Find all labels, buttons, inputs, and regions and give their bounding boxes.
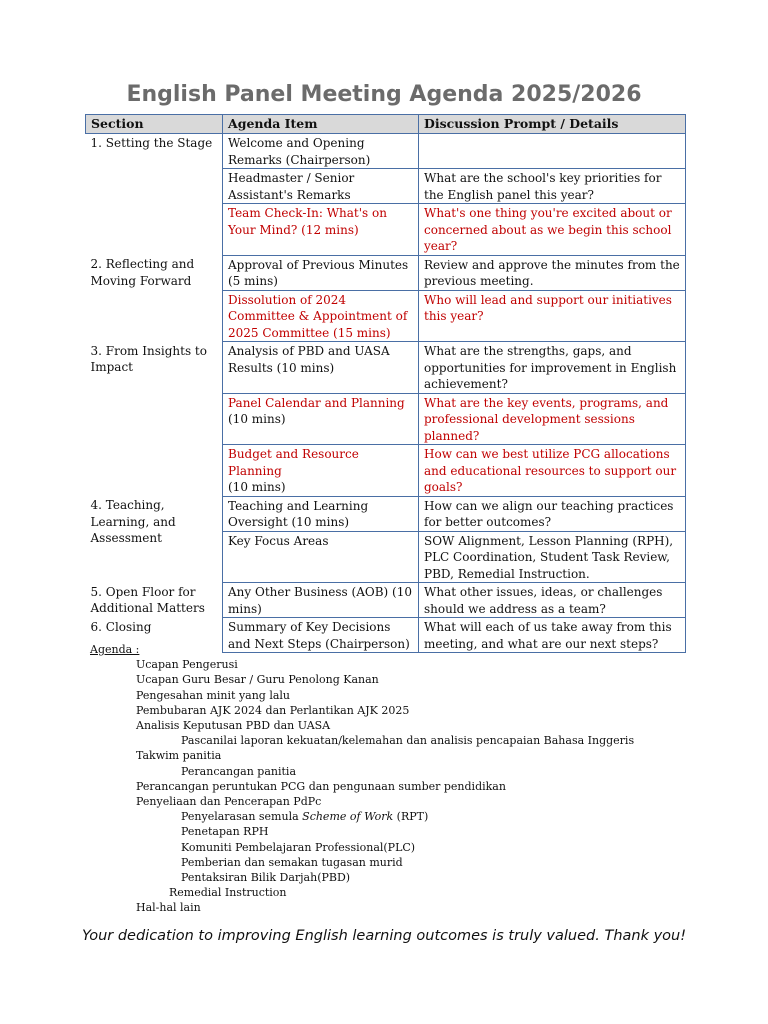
agenda-sub-item bbox=[90, 809, 710, 824]
header-discussion-prompt: Discussion Prompt / Details bbox=[419, 115, 686, 134]
agenda-sub-item: Perancangan panitia bbox=[181, 764, 297, 778]
agenda-item-title: Panel Calendar and Planning bbox=[228, 395, 405, 410]
prompt-cell: Who will lead and support our initiatives this year? bbox=[419, 290, 686, 342]
agenda-item-cell: Key Focus Areas bbox=[223, 531, 419, 583]
agenda-sub-item-text: Penyelarasan semula bbox=[181, 810, 303, 824]
agenda-sub-item: Remedial Instruction bbox=[169, 886, 287, 900]
agenda-sub-item: Komuniti Pembelajaran Professional(PLC) bbox=[181, 840, 416, 854]
section-cell: 1. Setting the Stage bbox=[90, 136, 213, 150]
agenda-item-cell: Headmaster / Senior Assistant's Remarks bbox=[223, 169, 419, 204]
table-row bbox=[86, 583, 686, 618]
agenda-item-cell: Analysis of PBD and UASA Results (10 mins) bbox=[223, 342, 419, 394]
section-cell: 3. From Insights to Impact bbox=[90, 343, 207, 374]
prompt-cell: How can we best utilize PCG allocations and educational resources to support our goals? bbox=[419, 445, 686, 497]
prompt-cell: What are the strengths, gaps, and opportunities for improvement in English achievement? bbox=[419, 342, 686, 394]
header-section: Section bbox=[86, 115, 223, 134]
agenda-item-cell bbox=[223, 445, 419, 497]
agenda-sub-item-text: (RPT) bbox=[393, 810, 429, 824]
section-cell: 2. Reflecting and Moving Forward bbox=[90, 257, 195, 288]
prompt-cell: What other issues, ideas, or challenges should we address as a team? bbox=[419, 583, 686, 618]
prompt-cell: SOW Alignment, Lesson Planning (RPH), PLC Coordination, Student Task Review, PBD, Remedial Instruction. bbox=[419, 531, 686, 583]
agenda-item-cell: Any Other Business (AOB) (10 mins) bbox=[223, 583, 419, 618]
section-cell: 6. Closing bbox=[90, 619, 152, 634]
agenda-item-title: Budget and Resource Planning bbox=[228, 447, 359, 478]
section-cell: 4. Teaching, Learning, and Assessment bbox=[90, 498, 176, 545]
agenda-list-item: Takwim panitia bbox=[136, 749, 222, 763]
agenda-sub-item: Pascanilai laporan kekuatan/kelemahan dan analisis pencapaian Bahasa Inggeris bbox=[181, 734, 635, 748]
agenda-table bbox=[85, 114, 686, 653]
agenda-list bbox=[90, 642, 710, 916]
agenda-list-item: Pembubaran AJK 2024 dan Perlantikan AJK 2025 bbox=[136, 703, 410, 717]
document-title: English Panel Meeting Agenda 2025/2026 bbox=[126, 82, 642, 107]
agenda-list-item: Ucapan Pengerusi bbox=[136, 658, 238, 672]
table-row bbox=[86, 134, 686, 169]
section-cell: 5. Open Floor for Additional Matters bbox=[90, 584, 205, 615]
agenda-item-duration: (10 mins) bbox=[228, 412, 286, 426]
agenda-sub-item: Pemberian dan semakan tugasan murid bbox=[181, 855, 403, 869]
table-header-row bbox=[86, 115, 686, 134]
agenda-heading: Agenda : bbox=[90, 643, 140, 656]
agenda-item-cell: Dissolution of 2024 Committee & Appointment of 2025 Committee (15 mins) bbox=[223, 290, 419, 342]
table-row bbox=[86, 255, 686, 290]
agenda-item-cell bbox=[223, 393, 419, 445]
agenda-item-cell: Summary of Key Decisions and Next Steps (Chairperson) bbox=[223, 618, 419, 653]
prompt-cell: Review and approve the minutes from the previous meeting. bbox=[419, 255, 686, 290]
agenda-item-cell: Welcome and Opening Remarks (Chairperson) bbox=[223, 134, 419, 169]
header-agenda-item: Agenda Item bbox=[223, 115, 419, 134]
agenda-list-item: Analisis Keputusan PBD dan UASA bbox=[136, 719, 331, 733]
prompt-cell: How can we align our teaching practices for better outcomes? bbox=[419, 496, 686, 531]
prompt-cell: What are the school's key priorities for the English panel this year? bbox=[419, 169, 686, 204]
prompt-cell bbox=[419, 134, 686, 169]
closing-message: Your dedication to improving English learning outcomes is truly valued. Thank you! bbox=[81, 928, 687, 944]
agenda-list-item: Hal-hal lain bbox=[136, 901, 201, 915]
agenda-sub-item: Pentaksiran Bilik Darjah(PBD) bbox=[181, 871, 351, 885]
agenda-list-item: Perancangan peruntukan PCG dan pengunaan sumber pendidikan bbox=[136, 779, 506, 793]
agenda-sub-item-italic: Scheme of Work bbox=[302, 810, 394, 824]
agenda-list-item: Pengesahan minit yang lalu bbox=[136, 688, 291, 702]
agenda-item-cell: Approval of Previous Minutes (5 mins) bbox=[223, 255, 419, 290]
agenda-sub-item: Penetapan RPH bbox=[181, 825, 269, 839]
table-row bbox=[86, 496, 686, 531]
prompt-cell: What's one thing you're excited about or concerned about as we begin this school year? bbox=[419, 204, 686, 256]
agenda-item-duration: (10 mins) bbox=[228, 480, 286, 494]
agenda-list-item: Ucapan Guru Besar / Guru Penolong Kanan bbox=[136, 673, 379, 687]
prompt-cell: What are the key events, programs, and professional development sessions planned? bbox=[419, 393, 686, 445]
agenda-item-cell: Teaching and Learning Oversight (10 mins) bbox=[223, 496, 419, 531]
prompt-cell: What will each of us take away from this meeting, and what are our next steps? bbox=[419, 618, 686, 653]
table-row bbox=[86, 342, 686, 394]
agenda-list-item: Penyeliaan dan Pencerapan PdPc bbox=[136, 795, 322, 809]
agenda-item-cell: Team Check-In: What's on Your Mind? (12 mins) bbox=[223, 204, 419, 256]
